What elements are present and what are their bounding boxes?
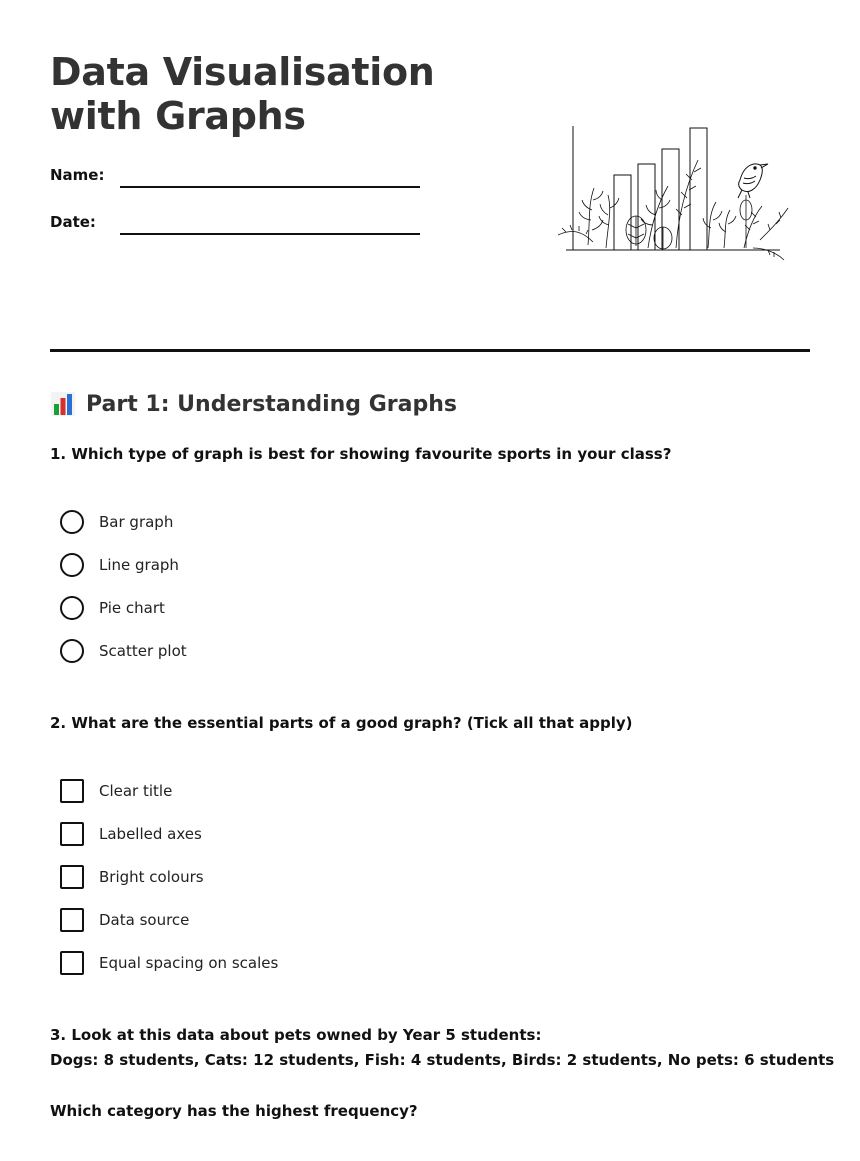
option-label: Scatter plot	[99, 642, 187, 660]
date-field	[50, 213, 430, 243]
option-label: Bar graph	[99, 513, 174, 531]
q2-option[interactable]	[60, 950, 278, 976]
option-label: Clear title	[99, 782, 173, 800]
q2-option[interactable]	[60, 821, 202, 847]
name-field	[50, 166, 430, 196]
name-line[interactable]	[120, 186, 420, 188]
section-part1-heading	[50, 389, 457, 419]
q2-option[interactable]	[60, 778, 172, 804]
question-3-intro: 3. Look at this data about pets owned by Year 5 students:	[50, 1026, 542, 1044]
date-line[interactable]	[120, 233, 420, 235]
name-label: Name:	[50, 166, 105, 184]
q1-option[interactable]	[60, 638, 187, 664]
option-label: Equal spacing on scales	[99, 954, 279, 972]
radio-button[interactable]	[60, 510, 84, 534]
option-label: Line graph	[99, 556, 179, 574]
checkbox[interactable]	[60, 951, 84, 975]
worksheet-title: Data Visualisation with Graphs	[50, 50, 435, 138]
checkbox[interactable]	[60, 865, 84, 889]
section-title: Part 1: Understanding Graphs	[86, 391, 457, 417]
radio-button[interactable]	[60, 639, 84, 663]
option-label: Labelled axes	[99, 825, 202, 843]
checkbox[interactable]	[60, 908, 84, 932]
q2-option[interactable]	[60, 907, 189, 933]
header-divider	[50, 349, 810, 352]
q1-option[interactable]	[60, 595, 165, 621]
q2-option[interactable]	[60, 864, 204, 890]
bar-chart-icon	[50, 391, 76, 417]
graph-plants-illustration	[548, 120, 796, 265]
checkbox[interactable]	[60, 822, 84, 846]
q1-option[interactable]	[60, 552, 179, 578]
question-1: 1. Which type of graph is best for showing favourite sports in your class?	[50, 445, 672, 463]
option-label: Pie chart	[99, 599, 165, 617]
q1-option[interactable]	[60, 509, 173, 535]
radio-button[interactable]	[60, 596, 84, 620]
question-3-prompt: Which category has the highest frequency?	[50, 1102, 418, 1120]
question-3-data: Dogs: 8 students, Cats: 12 students, Fish: 4 students, Birds: 2 students, No pets: 6 students	[50, 1051, 835, 1069]
date-label: Date:	[50, 213, 96, 231]
radio-button[interactable]	[60, 553, 84, 577]
question-2: 2. What are the essential parts of a good graph? (Tick all that apply)	[50, 714, 633, 732]
option-label: Bright colours	[99, 868, 204, 886]
option-label: Data source	[99, 911, 190, 929]
checkbox[interactable]	[60, 779, 84, 803]
